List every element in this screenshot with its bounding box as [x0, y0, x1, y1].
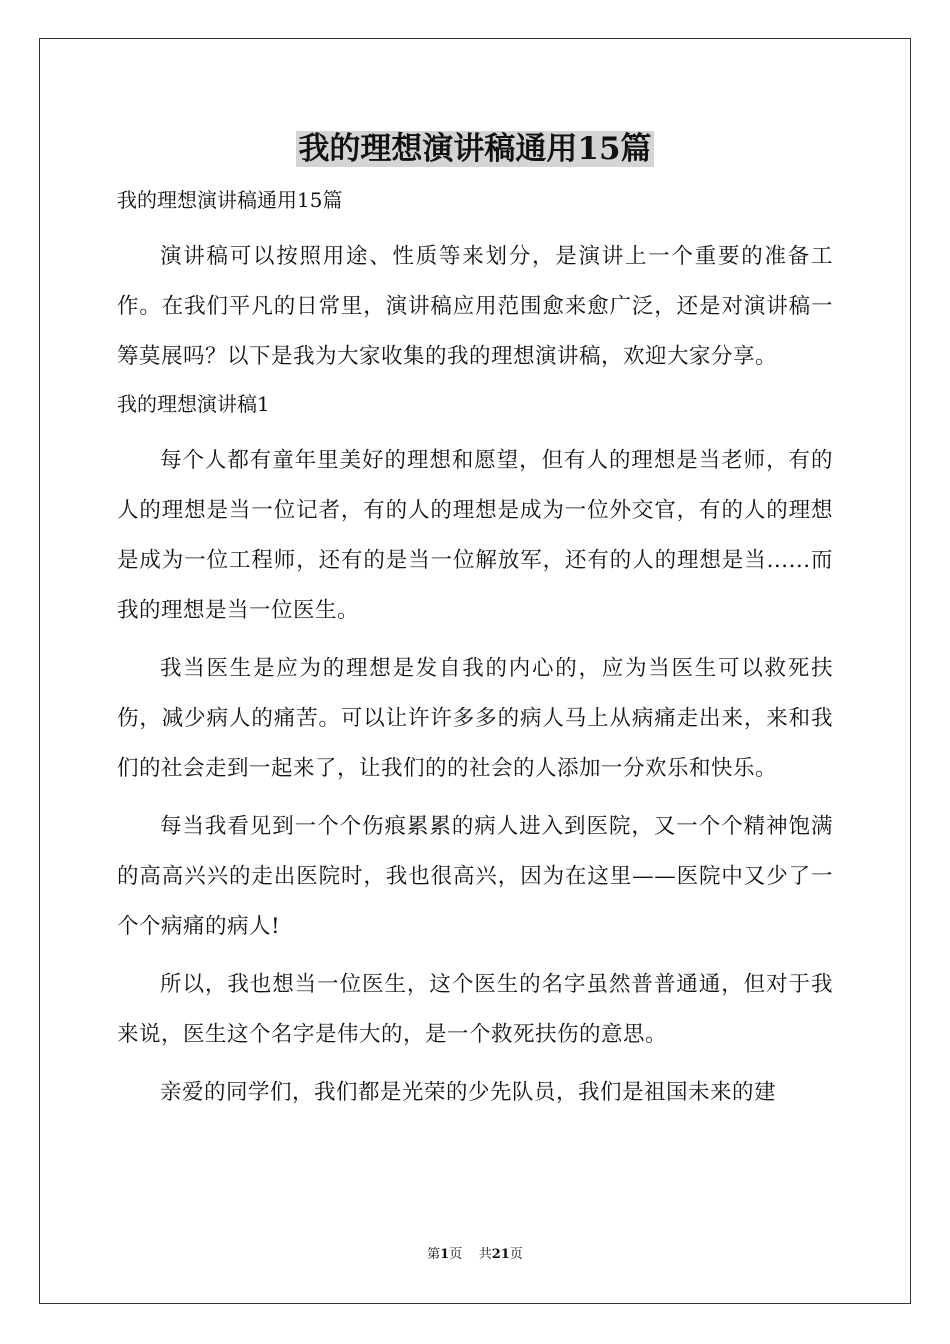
total-pages: 21: [491, 1247, 510, 1262]
body-paragraph-4: 所以，我也想当一位医生，这个医生的名字虽然普普通通，但对于我来说，医生这个名字是伟大的，是一个救死扶伤的意思。: [117, 972, 833, 1047]
page-prefix: 第: [427, 1247, 441, 1262]
body-paragraph-1: 每个人都有童年里美好的理想和愿望，但有人的理想是当老师，有的人的理想是当一位记者，有的人的理想是成为一位外交官，有的人的理想是成为一位工程师，还有的是当一位解放军，还有的人的理想是当......而我的理想是当一位医生。: [117, 448, 833, 623]
document-title-text: 我的理想演讲稿通用15篇: [298, 131, 652, 167]
page-footer: [0, 1246, 950, 1264]
document-body: [117, 182, 833, 1118]
body-paragraph-5: 亲爱的同学们，我们都是光荣的少先队员，我们是祖国未来的建: [160, 1080, 777, 1105]
page-number: 1: [440, 1247, 450, 1262]
total-suffix: 页: [509, 1247, 523, 1262]
page-suffix: 页: [449, 1247, 463, 1262]
document-subtitle: 我的理想演讲稿通用15篇: [117, 188, 343, 212]
body-paragraph-2: 我当医生是应为的理想是发自我的内心的，应为当医生可以救死扶伤，减少病人的痛苦。可以让许许多多的病人马上从病痛走出来，来和我们的社会走到一起来了，让我们的的社会的人添加一分欢乐和快乐。: [117, 656, 833, 781]
section-heading-1: 我的理想演讲稿1: [117, 392, 270, 416]
total-prefix: 共: [478, 1247, 492, 1262]
body-paragraph-3: 每当我看见到一个个伤痕累累的病人进入到医院，又一个个精神饱满的高高兴兴的走出医院时，我也很高兴，因为在这里——医院中又少了一个个病痛的病人!: [117, 814, 833, 939]
document-title: [0, 127, 950, 171]
intro-paragraph: 演讲稿可以按照用途、性质等来划分，是演讲上一个重要的准备工作。在我们平凡的日常里，演讲稿应用范围愈来愈广泛，还是对演讲稿一筹莫展吗？以下是我为大家收集的我的理想演讲稿，欢迎大家分享。: [117, 244, 833, 369]
